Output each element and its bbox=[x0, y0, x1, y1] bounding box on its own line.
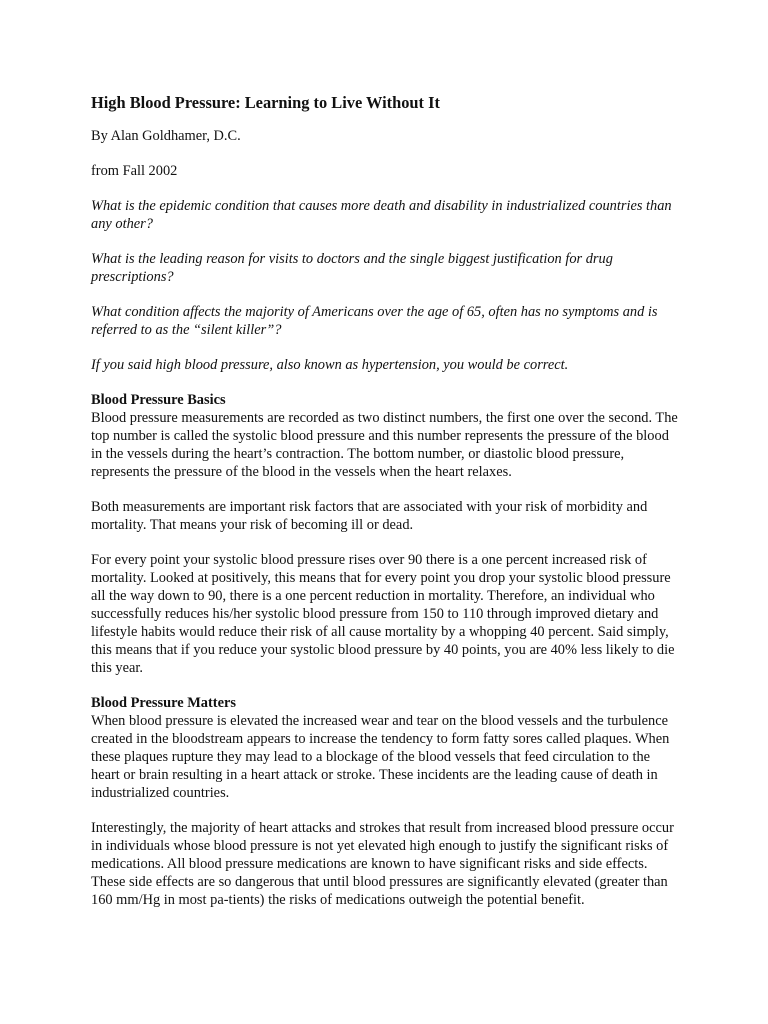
document-page bbox=[91, 93, 681, 926]
section-paragraph: Interestingly, the majority of heart attacks and strokes that result from increased blood pressure occur in individuals whose blood pressure is not yet elevated high enough to justify the significant risks of medications. All blood pressure medications are known to have significant risks and side effects. These side effects are so dangerous that until blood pressures are significantly elevated (greater than 160 mm/Hg in most pa-tients) the risks of medications outweigh the potential benefit. bbox=[91, 820, 674, 908]
section-paragraph: When blood pressure is elevated the increased wear and tear on the blood vessels and the turbulence created in the bloodstream appears to increase the tendency to form fatty sores called plaques. When these plaques rupture they may lead to a blockage of the blood vessels that feed circulation to the heart or brain resulting in a heart attack or stroke. These incidents are the leading cause of death in industrialized countries. bbox=[91, 713, 670, 801]
question-3: What condition affects the majority of Americans over the age of 65, often has no symptoms and is referred to as the “silent killer”? bbox=[91, 304, 658, 338]
section-paragraph: Blood pressure measurements are recorded as two distinct numbers, the first one over the second. The top number is called the systolic blood pressure and this number represents the pressure of the blood in the vessels during the heart’s contraction. The bottom number, or diastolic blood pressure, represents the pressure of the blood in the vessels when the heart relaxes. bbox=[91, 410, 678, 480]
section-paragraph: For every point your systolic blood pressure rises over 90 there is a one percent increased risk of mortality. Looked at positively, this means that for every point you drop your systolic blood pressure all the way down to 90, there is a one percent reduction in mortality. Therefore, an individual who successfully reduces his/her systolic blood pressure from 150 to 110 through improved dietary and lifestyle habits would reduce their risk of all cause mortality by a whopping 40 percent. Said simply, this means that if you reduce your systolic blood pressure by 40 points, you are 40% less likely to die this year. bbox=[91, 552, 675, 676]
section-heading: Blood Pressure Basics bbox=[91, 392, 226, 408]
answer-line: If you said high blood pressure, also known as hypertension, you would be correct. bbox=[91, 357, 569, 373]
question-1: What is the epidemic condition that causes more death and disability in industrialized countries than any other? bbox=[91, 198, 672, 232]
byline: By Alan Goldhamer, D.C. bbox=[91, 128, 241, 144]
section-heading: Blood Pressure Matters bbox=[91, 695, 236, 711]
source-line: from Fall 2002 bbox=[91, 163, 178, 179]
section-blood-pressure-basics bbox=[91, 391, 681, 677]
document-title: High Blood Pressure: Learning to Live Without It bbox=[91, 93, 440, 112]
section-paragraph: Both measurements are important risk factors that are associated with your risk of morbidity and mortality. That means your risk of becoming ill or dead. bbox=[91, 499, 648, 533]
section-blood-pressure-matters bbox=[91, 694, 681, 909]
question-2: What is the leading reason for visits to doctors and the single biggest justification for drug prescriptions? bbox=[91, 251, 613, 285]
